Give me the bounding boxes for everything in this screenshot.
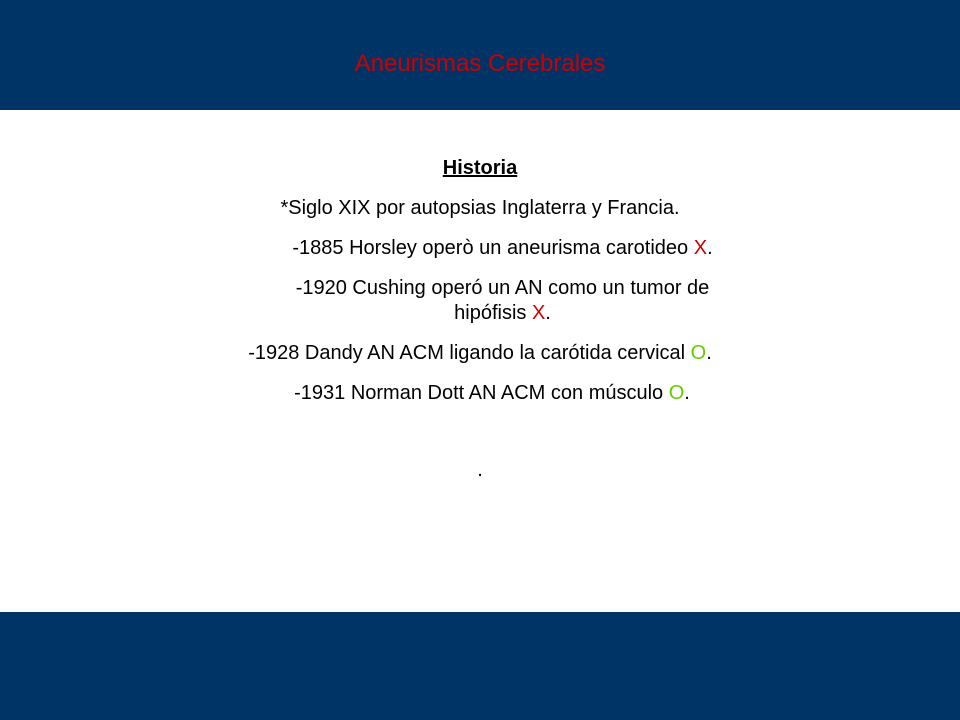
trailing-dot: . bbox=[477, 459, 483, 481]
o-mark: O bbox=[690, 342, 707, 364]
history-line-end: . bbox=[706, 342, 712, 364]
history-text: -1928 Dandy AN ACM ligando la carótida cervical bbox=[248, 342, 686, 364]
history-text: -1885 Horsley operò un aneurisma carotideo bbox=[292, 237, 689, 259]
o-mark: O bbox=[668, 382, 685, 404]
history-line-end: . bbox=[707, 237, 713, 259]
history-line-2 bbox=[220, 236, 740, 261]
history-line-4 bbox=[220, 341, 740, 366]
slide-content bbox=[220, 150, 740, 483]
history-line-1 bbox=[220, 196, 740, 221]
section-heading: Historia bbox=[442, 157, 518, 179]
x-mark: X bbox=[531, 302, 546, 324]
bottom-band bbox=[0, 612, 960, 720]
history-text: -1920 Cushing operó un AN como un tumor de hipófisis bbox=[295, 277, 710, 324]
history-line-3 bbox=[220, 276, 740, 326]
x-mark: X bbox=[693, 237, 708, 259]
history-text: -1931 Norman Dott AN ACM con músculo bbox=[294, 382, 664, 404]
history-text: *Siglo XIX por autopsias Inglaterra y Francia. bbox=[280, 197, 680, 219]
history-line-end: . bbox=[684, 382, 690, 404]
history-line-end: . bbox=[545, 302, 551, 324]
history-line-5 bbox=[220, 381, 740, 406]
slide-title: Aneurismas Cerebrales bbox=[354, 50, 606, 77]
